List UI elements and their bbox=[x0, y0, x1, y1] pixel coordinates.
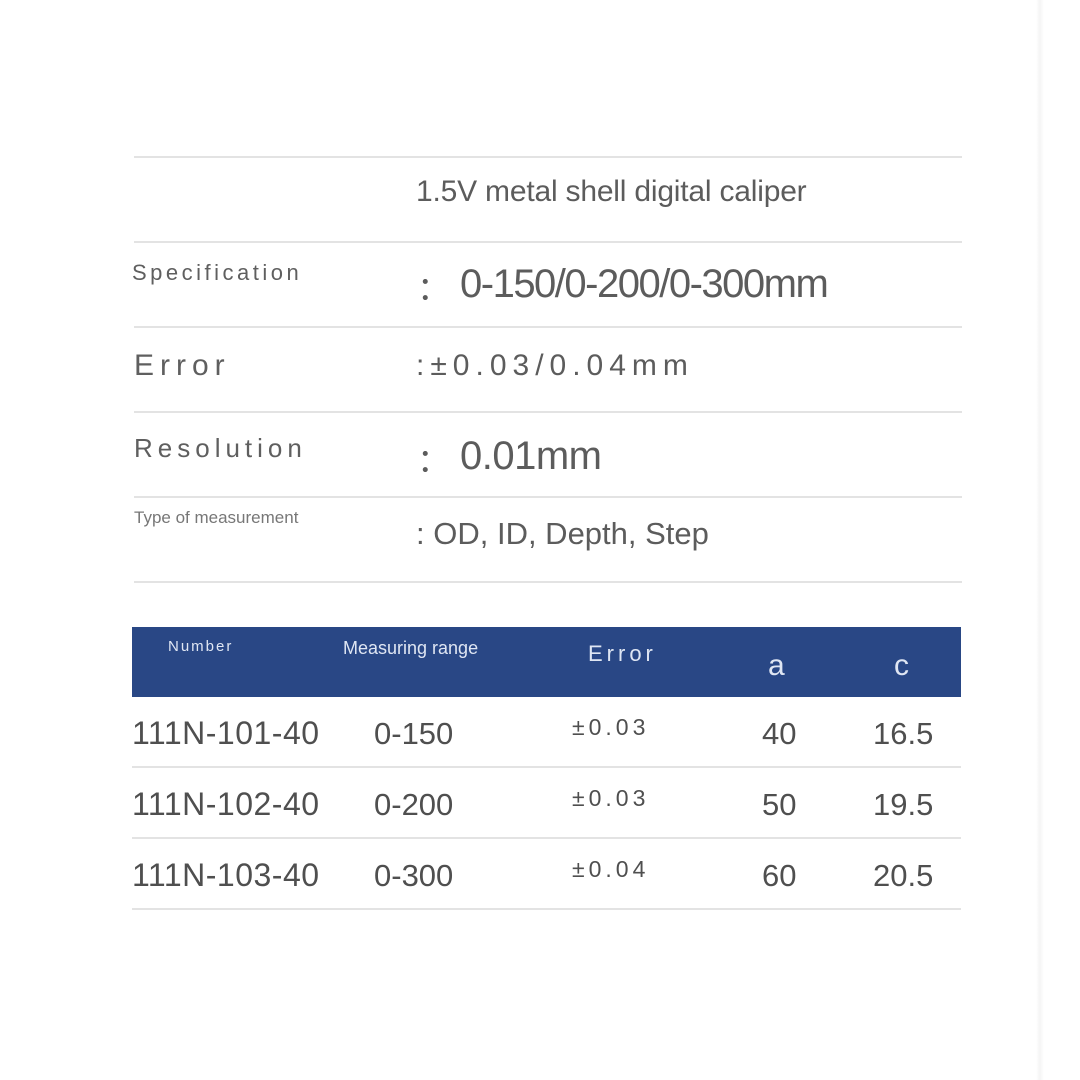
header-c: c bbox=[894, 649, 909, 682]
cell-number: 111N-103-40 bbox=[132, 857, 320, 893]
edge-shadow bbox=[1036, 0, 1044, 1080]
specification-colon: ： bbox=[416, 266, 455, 310]
header-range: Measuring range bbox=[343, 637, 479, 658]
header-a: a bbox=[768, 649, 785, 682]
cell-number: 111N-102-40 bbox=[132, 786, 320, 822]
cell-range: 0-300 bbox=[374, 857, 454, 893]
cell-range: 0-150 bbox=[374, 715, 454, 751]
spec-row-error bbox=[134, 326, 962, 411]
spec-row-type bbox=[134, 496, 962, 583]
specification-value-wrap bbox=[416, 243, 827, 326]
spec-block bbox=[134, 156, 962, 583]
resolution-value-wrap bbox=[416, 415, 602, 498]
type-label: Type of measurement bbox=[134, 507, 299, 527]
table-row bbox=[132, 839, 961, 910]
spec-row-specification bbox=[134, 241, 962, 326]
resolution-label: Resolution bbox=[134, 433, 307, 463]
resolution-colon: ： bbox=[416, 438, 456, 482]
specification-label: Specification bbox=[132, 259, 303, 285]
cell-error: ±0.03 bbox=[572, 714, 650, 740]
table-row bbox=[132, 768, 961, 839]
cell-c: 16.5 bbox=[873, 715, 934, 751]
cell-a: 50 bbox=[762, 786, 797, 822]
cell-error: ±0.03 bbox=[572, 785, 650, 811]
resolution-value: 0.01mm bbox=[460, 434, 602, 478]
table-header bbox=[132, 627, 961, 697]
cell-a: 40 bbox=[762, 715, 797, 751]
error-label: Error bbox=[134, 348, 231, 382]
cell-error: ±0.04 bbox=[572, 856, 650, 882]
cell-number: 111N-101-40 bbox=[132, 715, 320, 751]
cell-range: 0-200 bbox=[374, 786, 454, 822]
table-row bbox=[132, 697, 961, 768]
cell-a: 60 bbox=[762, 857, 797, 893]
cell-c: 19.5 bbox=[873, 786, 934, 822]
product-title: 1.5V metal shell digital caliper bbox=[416, 174, 807, 208]
error-value: :±0.03/0.04mm bbox=[416, 348, 694, 382]
specification-value: 0-150/0-200/0-300mm bbox=[460, 262, 828, 306]
header-error: Error bbox=[588, 641, 657, 666]
type-value: : OD, ID, Depth, Step bbox=[416, 515, 709, 551]
spec-title-row bbox=[134, 156, 962, 241]
cell-c: 20.5 bbox=[873, 857, 934, 893]
header-number: Number bbox=[168, 637, 234, 655]
model-table bbox=[132, 627, 961, 910]
